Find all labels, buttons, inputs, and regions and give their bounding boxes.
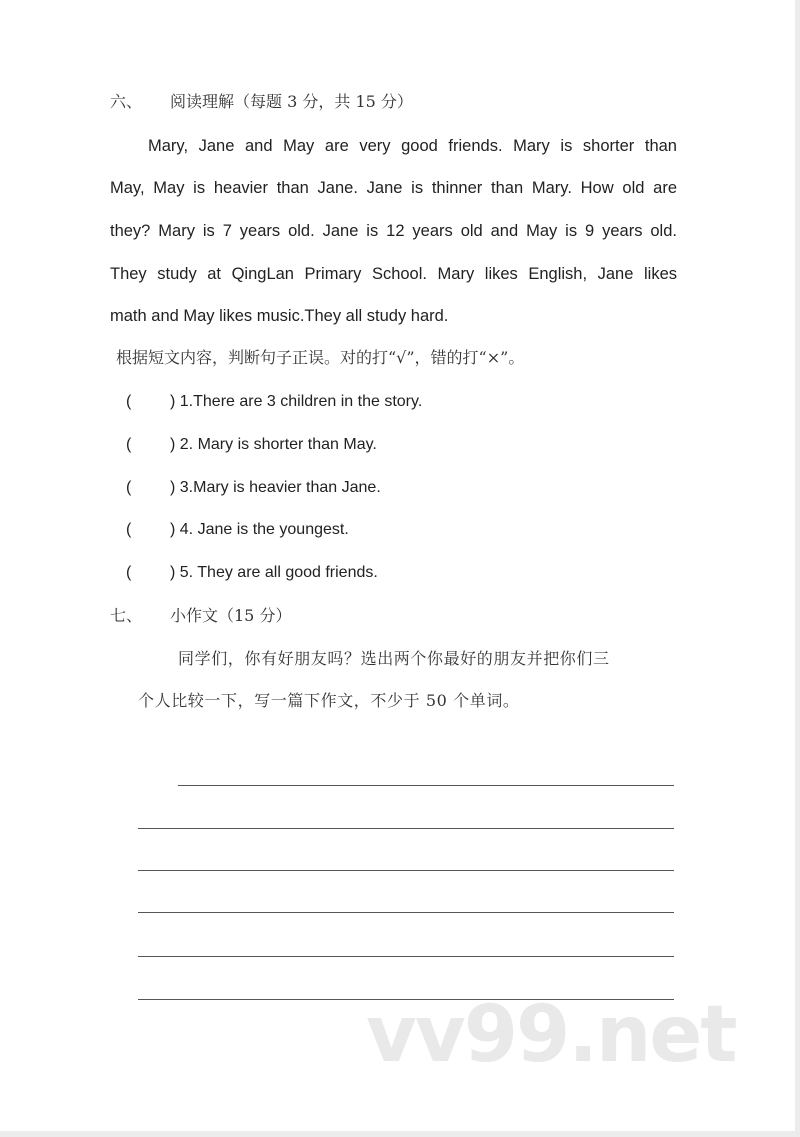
watermark: vv99.net <box>366 990 736 1080</box>
prompt-line: 个人比较一下，写一篇下作文，不少于 50 个单词。 <box>138 691 520 710</box>
answer-blank[interactable]: ( <box>126 393 132 410</box>
question-item: ) 2. Mary is shorter than May. <box>170 436 377 453</box>
writing-line[interactable] <box>138 912 674 913</box>
writing-line[interactable] <box>138 956 674 957</box>
question-item: ) 4. Jane is the youngest. <box>170 521 349 538</box>
question-item: ) 5. They are all good friends. <box>170 564 378 581</box>
writing-line[interactable] <box>178 785 674 786</box>
passage-line: May, May is heavier than Jane. Jane is thinner than Mary. How old are <box>110 179 677 197</box>
answer-blank[interactable]: ( <box>126 521 132 538</box>
section-6-title: 阅读理解（每题 3 分，共 15 分） <box>170 92 413 111</box>
answer-blank[interactable]: ( <box>126 479 132 496</box>
section-7-title: 小作文（15 分） <box>170 606 292 625</box>
instruction: 根据短文内容，判断句子正误。对的打“√”，错的打“×”。 <box>116 348 525 367</box>
question-item: ) 3.Mary is heavier than Jane. <box>170 479 381 496</box>
section-6-number: 六、 <box>110 92 143 111</box>
answer-blank[interactable]: ( <box>126 436 132 453</box>
writing-line[interactable] <box>138 828 674 829</box>
writing-line[interactable] <box>138 870 674 871</box>
prompt-line: 同学们，你有好朋友吗？选出两个你最好的朋友并把你们三 <box>178 649 610 668</box>
passage-line: They study at QingLan Primary School. Mary likes English, Jane likes <box>110 265 677 283</box>
answer-blank[interactable]: ( <box>126 564 132 581</box>
question-item: ) 1.There are 3 children in the story. <box>170 393 423 410</box>
passage-line: math and May likes music.They all study hard. <box>110 307 449 325</box>
passage-line: Mary, Jane and May are very good friends. Mary is shorter than <box>148 137 677 155</box>
passage-line: they? Mary is 7 years old. Jane is 12 years old and May is 9 years old. <box>110 222 677 240</box>
section-7-number: 七、 <box>110 606 143 625</box>
